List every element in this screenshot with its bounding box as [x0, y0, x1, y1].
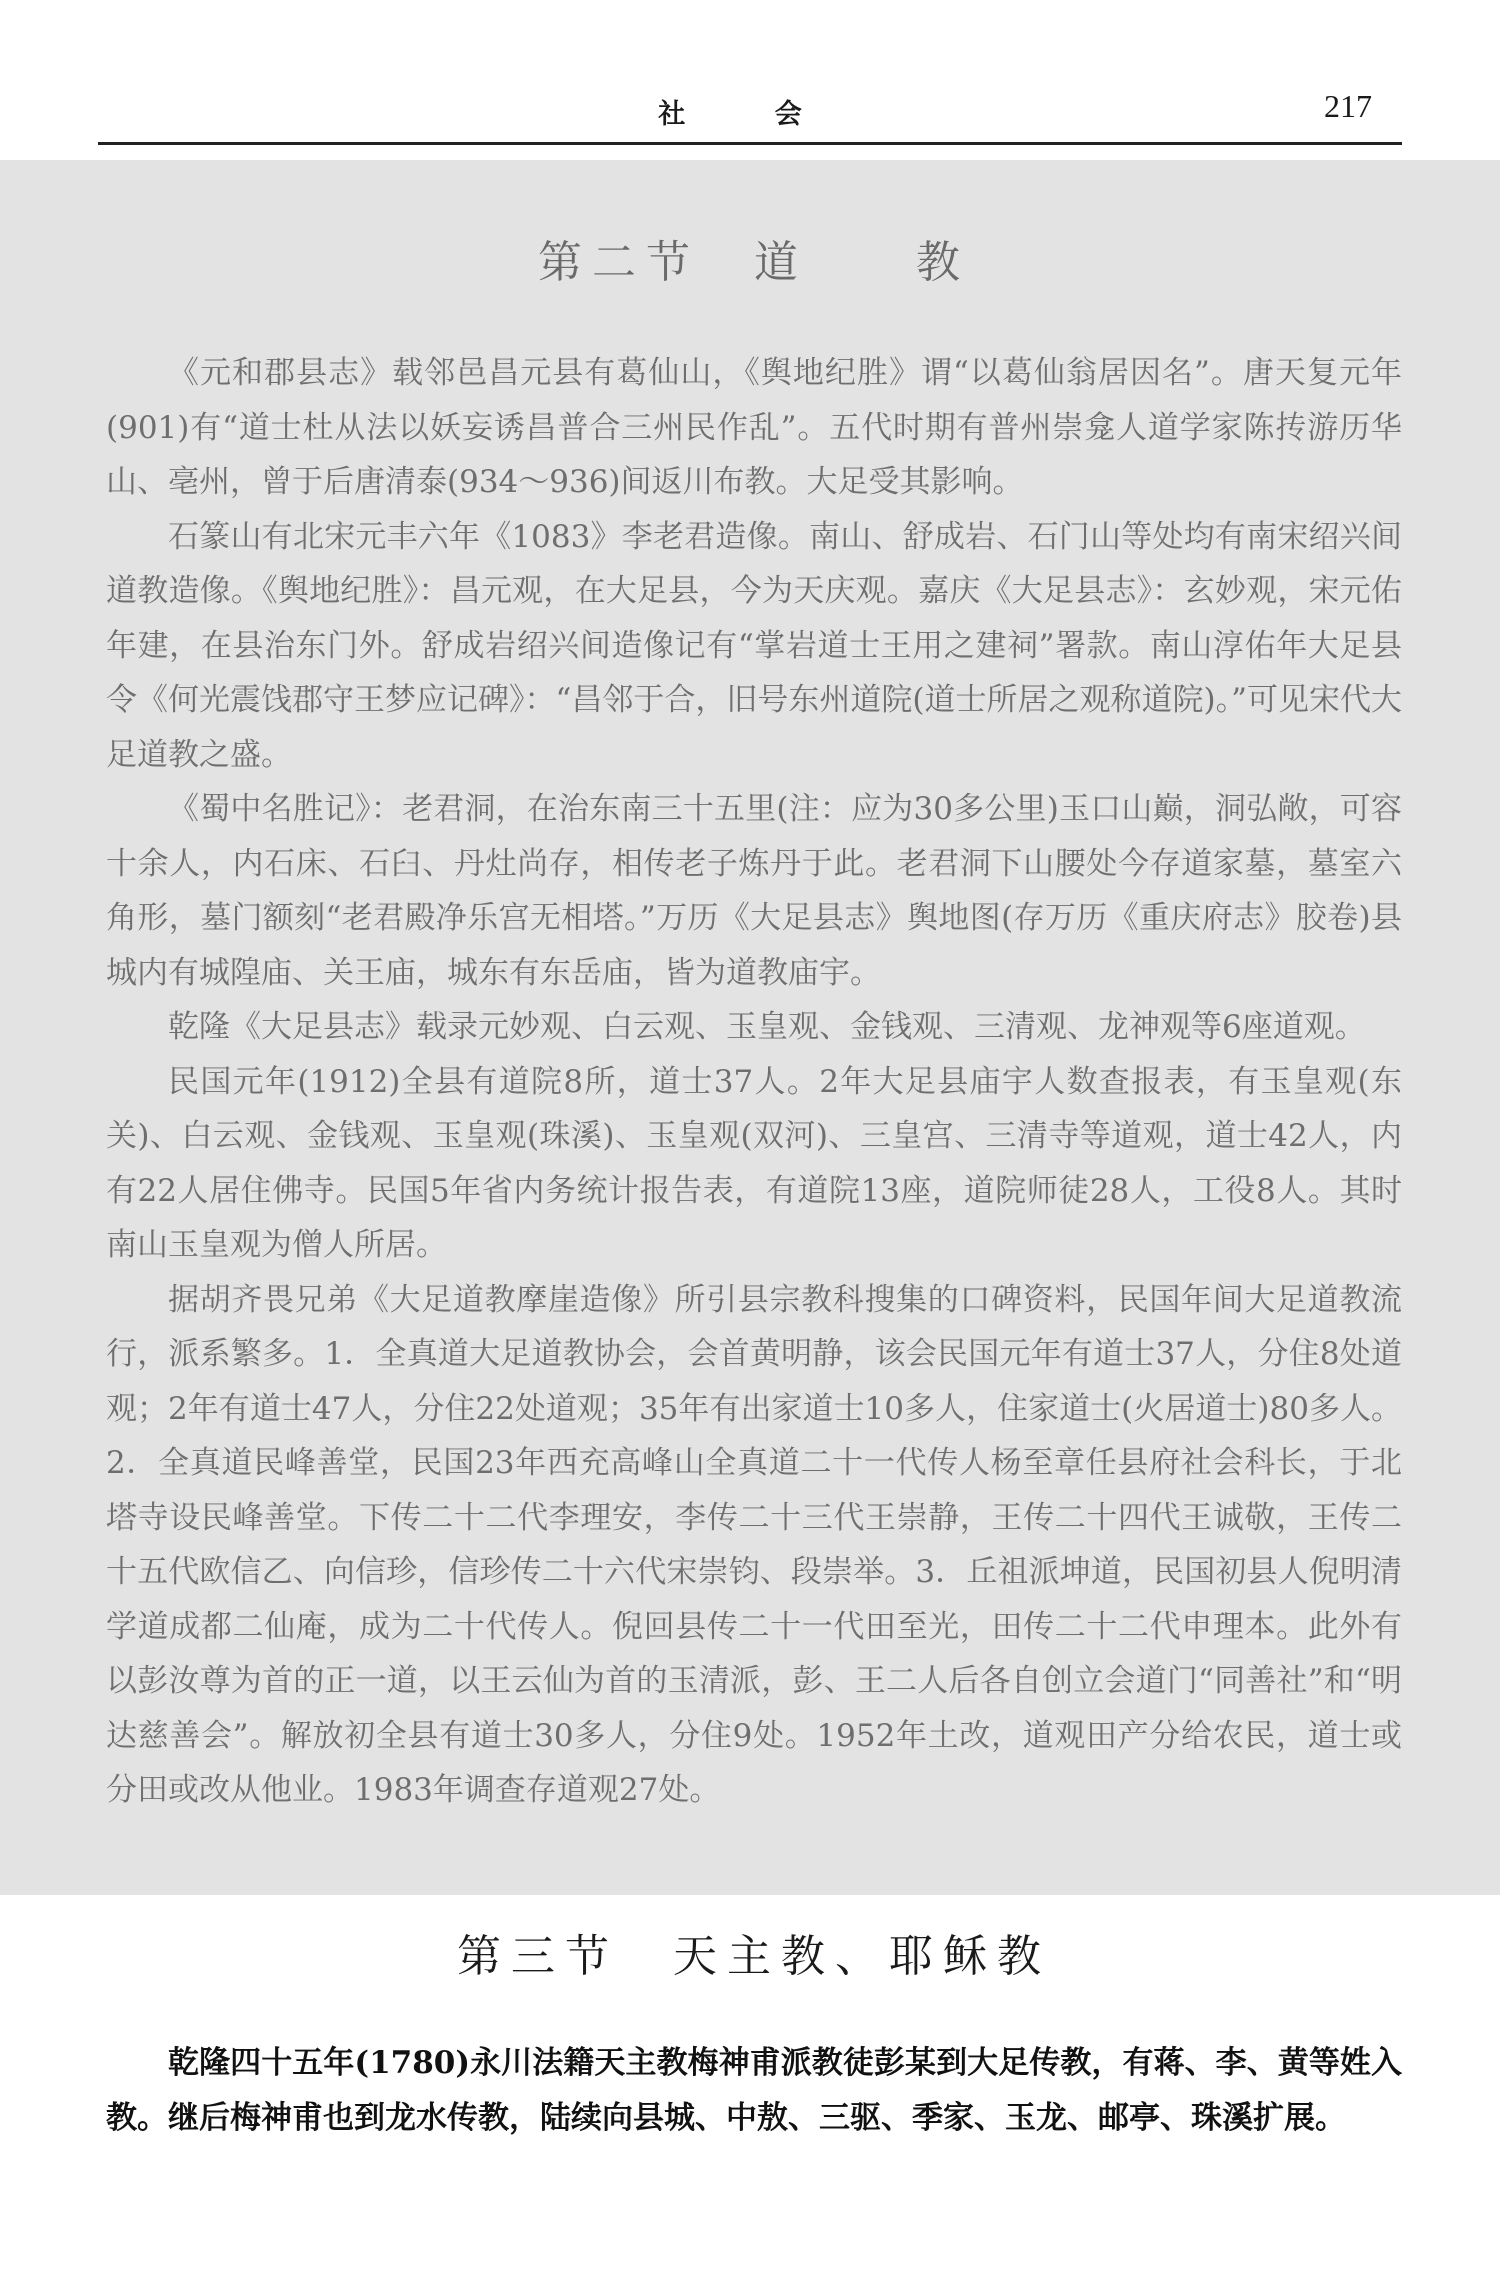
paragraph: 《元和郡县志》载邻邑昌元县有葛仙山，《舆地纪胜》谓“以葛仙翁居因名”。唐天复元年(901)有“道士杜从法以妖妄诱昌普合三州民作乱”。五代时期有普州崇龛人道学家陈抟游历华山、亳州，曾于后唐清泰(934～936)间返川布教。大足受其影响。 [106, 355, 1402, 500]
section-taoism [106, 226, 1402, 1818]
section-title-taoism: 第二节 道 教 [538, 237, 970, 288]
section-title-christianity: 第三节 天主教、耶稣教 [457, 1931, 1051, 1982]
paragraph: 乾隆《大足县志》载录元妙观、白云观、玉皇观、金钱观、三清观、龙神观等6座道观。 [168, 1009, 1366, 1045]
paragraph: 民国元年(1912)全县有道院8所，道士37人。2年大足县庙宇人数查报表，有玉皇观(东关)、白云观、金钱观、玉皇观(珠溪)、玉皇观(双河)、三皇宫、三清寺等道观，道士42人，内有22人居住佛寺。民国5年省内务统计报告表，有道院13座，道院师徒28人，工役8人。其时南山玉皇观为僧人所居。 [106, 1063, 1403, 1263]
running-header [98, 86, 1402, 145]
running-title: 社 会 [658, 99, 842, 130]
section-christianity [106, 1920, 1402, 2145]
paragraph: 据胡齐畏兄弟《大足道教摩崖造像》所引县宗教科搜集的口碑资料，民国年间大足道教流行，派系繁多。1．全真道大足道教协会，会首黄明静，该会民国元年有道士37人，分住8处道观；2年有道士47人，分住22处道观；35年有出家道士10多人，住家道士(火居道士)80多人。2．全真道民峰善堂，民国23年西充高峰山全真道二十一代传人杨至章任县府社会科长，于北塔寺设民峰善堂。下传二十二代李理安，李传二十三代王崇静，王传二十四代王诚敬，王传二十五代欧信乙、向信珍，信珍传二十六代宋崇钧、段崇举。3．丘祖派坤道，民国初县人倪明清学道成都二仙庵，成为二十代传人。倪回县传二十一代田至光，田传二十二代申理本。此外有以彭汝尊为首的正一道，以王云仙为首的玉清派，彭、王二人后各自创立会道门“同善社”和“明达慈善会”。解放初全县有道士30多人，分住9处。1952年土改，道观田产分给农民，道士或分田或改从他业。1983年调查存道观27处。 [106, 1281, 1402, 1808]
paragraph: 石篆山有北宋元丰六年《1083》李老君造像。南山、舒成岩、石门山等处均有南宋绍兴间道教造像。《舆地纪胜》：昌元观，在大足县，今为天庆观。嘉庆《大足县志》：玄妙观，宋元佑年建，在县治东门外。舒成岩绍兴间造像记有“掌岩道士王用之建祠”署款。南山淳佑年大足县令《何光震饯郡守王梦应记碑》：“昌邻于合，旧号东州道院(道士所居之观称道院)。”可见宋代大足道教之盛。 [106, 518, 1402, 773]
page-number: 217 [1324, 88, 1372, 124]
paragraph: 《蜀中名胜记》：老君洞，在治东南三十五里(注：应为30多公里)玉口山巅，洞弘敞，可容十余人，内石床、石臼、丹灶尚存，相传老子炼丹于此。老君洞下山腰处今存道家墓，墓室六角形，墓门额刻“老君殿净乐宫无相塔。”万历《大足县志》舆地图(存万历《重庆府志》胶卷)县城内有城隍庙、关王庙，城东有东岳庙，皆为道教庙宇。 [106, 791, 1402, 991]
paragraph: 乾隆四十五年(1780)永川法籍天主教梅神甫派教徒彭某到大足传教，有蒋、李、黄等姓入教。继后梅神甫也到龙水传教，陆续向县城、中敖、三驱、季家、玉龙、邮亭、珠溪扩展。 [106, 2045, 1402, 2136]
